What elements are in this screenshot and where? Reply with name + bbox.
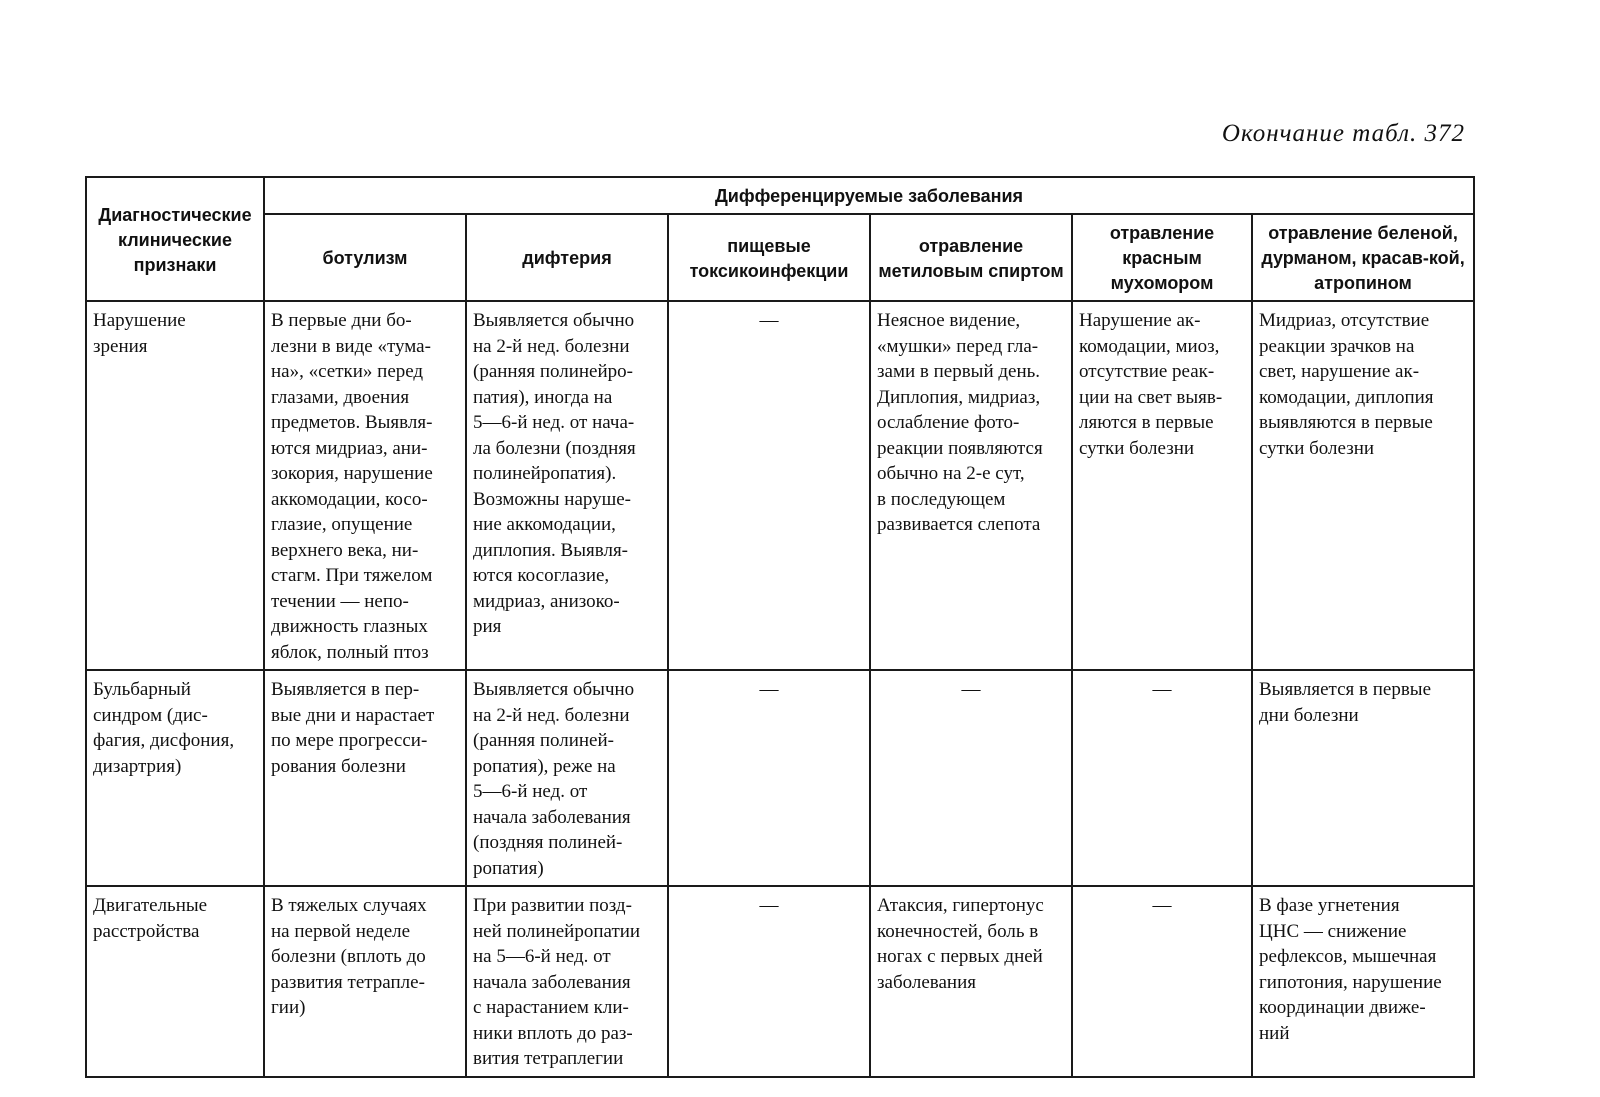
table-row [86, 670, 1474, 886]
table-cell: Мидриаз, отсутствие реакции зрачков на свет, нарушение ак- комодации, диплопия выявляются в первые сутки болезни [1252, 301, 1474, 670]
row-label: Бульбарный синдром (дис- фагия, дисфония, дизартрия) [86, 670, 264, 886]
table-cell: Выявляется в пер- вые дни и нарастает по мере прогресси- рования болезни [264, 670, 466, 886]
table-cell: При развитии позд- ней полинейропатии на 5—6-й нед. от начала заболевания с нарастанием кли- ники вплоть до раз- вития тетраплегии [466, 886, 668, 1077]
column-header-botulism: ботулизм [264, 214, 466, 301]
table-cell: — [668, 886, 870, 1077]
column-header-fly-agaric-poisoning: отравление красным мухомором [1072, 214, 1252, 301]
corner-header: Диагностические клинические признаки [86, 177, 264, 301]
table-cell: Выявляется обычно на 2-й нед. болезни (ранняя полинейро- патия), иногда на 5—6-й нед. от нача- ла болезни (поздняя полинейропатия). Возможны наруше- ние аккомодации, диплопия. Выявля- ются косоглазие, мидриаз, анизоко- рия [466, 301, 668, 670]
table-cell: В тяжелых случаях на первой неделе болезни (вплоть до развития тетрапле- гии) [264, 886, 466, 1077]
table-cell: Атаксия, гипертонус конечностей, боль в ногах с первых дней заболевания [870, 886, 1072, 1077]
group-header: Дифференцируемые заболевания [264, 177, 1474, 214]
differential-diagnosis-table [85, 176, 1475, 1078]
table-cell: — [668, 670, 870, 886]
table-cell: Выявляется в первые дни болезни [1252, 670, 1474, 886]
column-header-atropine-poisoning: отравление беленой, дурманом, красав-кой, атропином [1252, 214, 1474, 301]
table-row [86, 301, 1474, 670]
table-cell: Неясное видение, «мушки» перед гла- зами в первый день. Диплопия, мидриаз, ослабление фото- реакции появляются обычно на 2-е сут, в последующем развивается слепота [870, 301, 1072, 670]
table-cell: — [1072, 886, 1252, 1077]
table-cell: Выявляется обычно на 2-й нед. болезни (ранняя полиней- ропатия), реже на 5—6-й нед. от начала заболевания (поздняя полиней- ропатия) [466, 670, 668, 886]
row-label: Двигательные расстройства [86, 886, 264, 1077]
table-cell: — [1072, 670, 1252, 886]
table-cell: В первые дни бо- лезни в виде «тума- на», «сетки» перед глазами, двоения предметов. Выявля- ются мидриаз, ани- зокория, нарушение аккомодации, косо- глазие, опущение верхнего века, ни- стагм. При тяжелом течении — непо- движность глазных яблок, полный птоз [264, 301, 466, 670]
row-label: Нарушение зрения [86, 301, 264, 670]
table-cell: — [870, 670, 1072, 886]
column-header-methanol-poisoning: отравление метиловым спиртом [870, 214, 1072, 301]
table-caption: Окончание табл. 372 [1221, 120, 1465, 147]
column-header-diphtheria: дифтерия [466, 214, 668, 301]
table-cell: Нарушение ак- комодации, миоз, отсутствие реак- ции на свет выяв- ляются в первые сутки болезни [1072, 301, 1252, 670]
table-cell: — [668, 301, 870, 670]
table-row [86, 886, 1474, 1077]
table-cell: В фазе угнетения ЦНС — снижение рефлексов, мышечная гипотония, нарушение координации движе- ний [1252, 886, 1474, 1077]
column-header-food-toxicoinfection: пищевые токсикоинфекции [668, 214, 870, 301]
